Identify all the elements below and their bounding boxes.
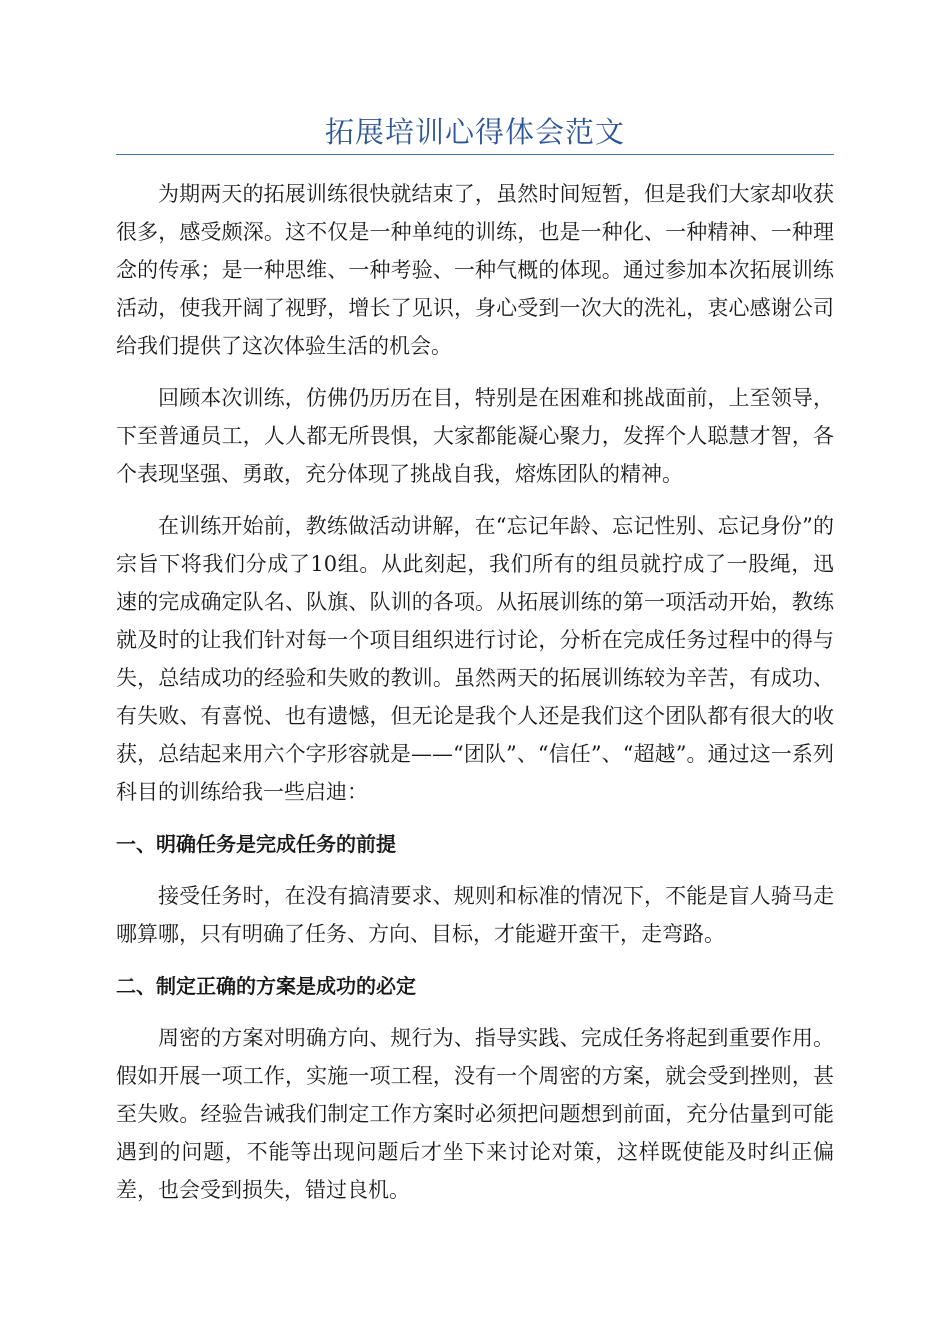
paragraph-section-1: 接受任务时，在没有搞清要求、规则和标准的情况下，不能是盲人骑马走哪算哪，只有明确了任务、方向、目标，才能避开蛮干，走弯路。: [116, 884, 834, 946]
paragraph-section-2: 周密的方案对明确方向、规行为、指导实践、完成任务将起到重要作用。假如开展一项工作，实施一项工程，没有一个周密的方案，就会受到挫则，甚至失败。经验告诫我们制定工作方案时必须把问题想到前面，充分估量到可能遇到的问题，不能等出现问题后才坐下来讨论对策，这样既使能及时纠正偏差，也会受到损失，错过良机。: [116, 1026, 834, 1202]
title-underline: [116, 154, 834, 155]
section-heading-1: 一、明确任务是完成任务的前提: [116, 832, 396, 856]
paragraph-intro: 为期两天的拓展训练很快就结束了，虽然时间短暂，但是我们大家却收获很多，感受颇深。这不仅是一种单纯的训练，也是一种化、一种精神、一种理念的传承；是一种思维、一种考验、一种气概的体现。通过参加本次拓展训练活动，使我开阔了视野，增长了见识，身心受到一次大的洗礼，衷心感谢公司给我们提供了这次体验生活的机会。: [116, 182, 834, 358]
section-heading-2: 二、制定正确的方案是成功的必定: [116, 974, 416, 998]
paragraph-training: 在训练开始前，教练做活动讲解，在“忘记年龄、忘记性别、忘记身份”的宗旨下将我们分成了10组。从此刻起，我们所有的组员就拧成了一股绳，迅速的完成确定队名、队旗、队训的各项。从拓展训练的第一项活动开始，教练就及时的让我们针对每一个项目组织进行讨论，分析在完成任务过程中的得与失，总结成功的经验和失败的教训。虽然两天的拓展训练较为辛苦，有成功、有失败、有喜悦、也有遗憾，但无论是我个人还是我们这个团队都有很大的收获，总结起来用六个字形容就是——“团队”、“信任”、“超越”。通过这一系列科目的训练给我一些启迪：: [116, 514, 834, 804]
paragraph-review: 回顾本次训练，仿佛仍历历在目，特别是在困难和挑战面前，上至领导，下至普通员工，人人都无所畏惧，大家都能凝心聚力，发挥个人聪慧才智，各个表现坚强、勇敢，充分体现了挑战自我，熔炼团队的精神。: [116, 386, 834, 486]
document-body: [116, 175, 834, 1223]
document-title: 拓展培训心得体会范文: [324, 115, 625, 149]
